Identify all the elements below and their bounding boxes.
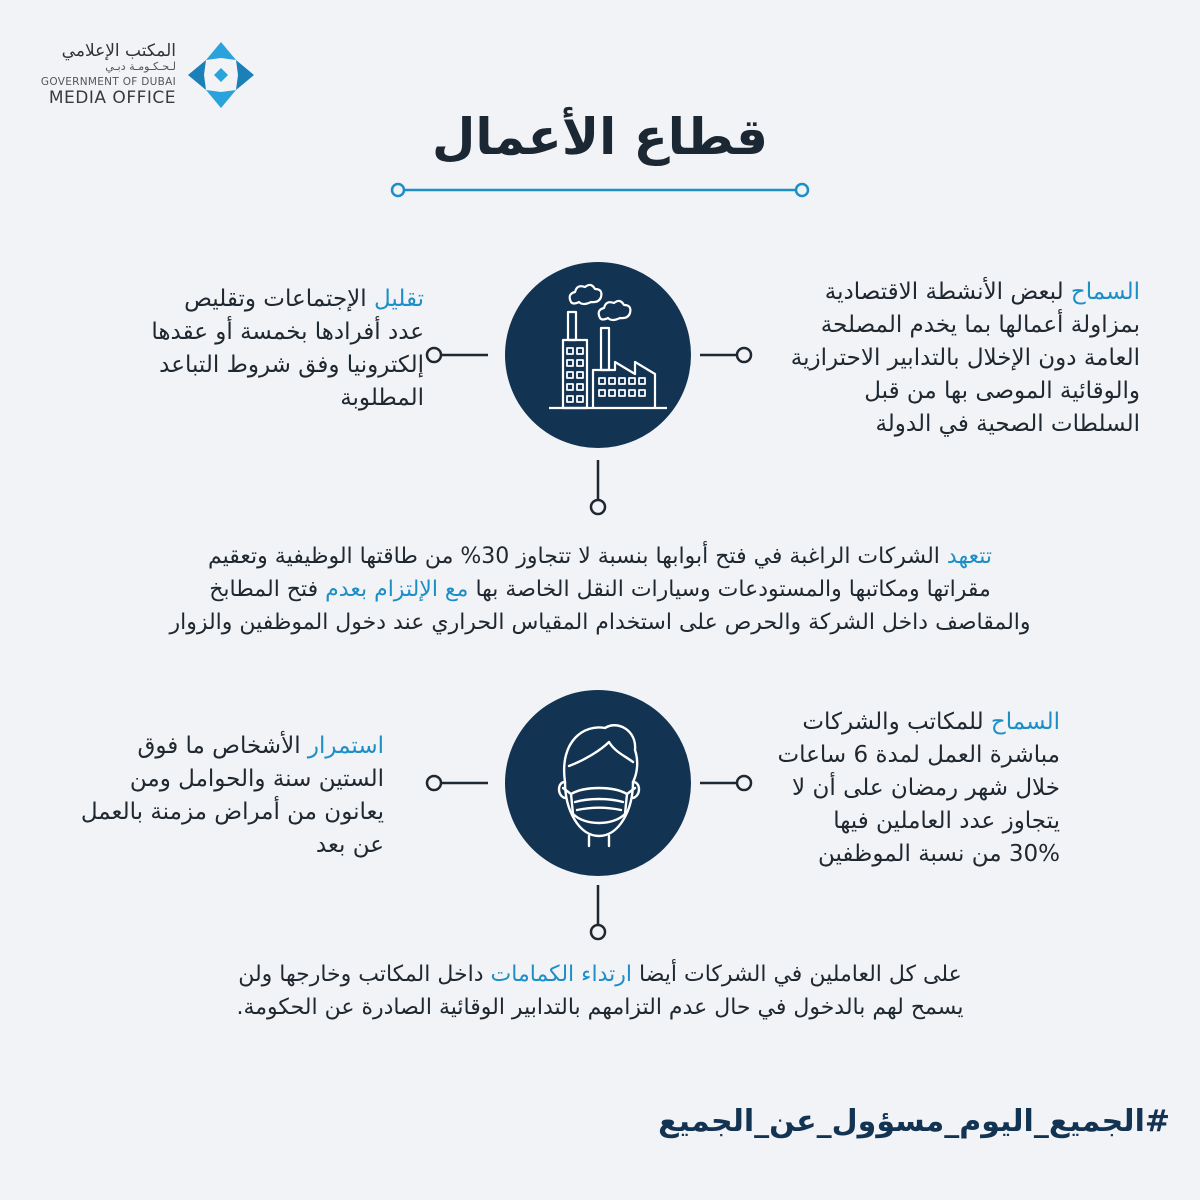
highlight-commit: تتعهد <box>946 544 992 569</box>
highlight-reduce: تقليل <box>373 286 424 312</box>
text-line: الشركات الراغبة في فتح أبوابها بنسبة لا تتجاوز 30% من طاقتها الوظيفية وتعقيم <box>208 544 940 569</box>
text-line: للمكاتب والشركات <box>802 709 984 735</box>
logo-arabic-gov: لـحـكـومـة دبـي <box>105 60 176 73</box>
block-lower-left <box>60 730 384 862</box>
face-mask-icon <box>505 690 691 876</box>
text-line: يسمح لهم بالدخول في حال عدم التزامهم بالتدابير الوقائية الصادرة عن الحكومة. <box>236 995 964 1020</box>
text-line: الستين سنة والحوامل ومن <box>129 766 384 792</box>
text-line: والوقائية الموصى بها من قبل <box>864 378 1140 404</box>
highlight-allow: السماح <box>1070 279 1140 305</box>
text-line: على كل العاملين في الشركات أيضا <box>639 962 962 987</box>
logo-english-office: MEDIA OFFICE <box>48 88 176 108</box>
factory-icon-circle <box>505 262 691 448</box>
text-line: داخل المكاتب وخارجها ولن <box>238 962 484 987</box>
text-line: عن بعد <box>315 832 384 858</box>
text-line: مباشرة العمل لمدة 6 ساعات <box>777 742 1060 768</box>
block-lower-right <box>760 706 1060 871</box>
text-line: 30% من نسبة الموظفين <box>817 841 1060 867</box>
text-line: بمزاولة أعمالها بما يخدم المصلحة <box>820 312 1140 338</box>
block-top-left <box>60 283 424 415</box>
text-line: والمقاصف داخل الشركة والحرص على استخدام المقياس الحراري عند دخول الموظفين والزوار <box>169 610 1031 635</box>
highlight-continue: استمرار <box>307 733 384 759</box>
block-middle <box>70 540 1130 639</box>
text-line: العامة دون الإخلال بالتدابير الاحترازية <box>790 345 1140 371</box>
highlight-masks: ارتداء الكمامات <box>490 962 632 987</box>
text-line: السلطات الصحية في الدولة <box>875 411 1140 437</box>
text-line: فتح المطابخ <box>209 577 319 602</box>
text-line: الأشخاص ما فوق <box>137 733 301 759</box>
block-top-right <box>760 276 1140 441</box>
highlight-no-kitchens: مع الإلتزام بعدم <box>325 577 469 602</box>
text-line: خلال شهر رمضان على أن لا <box>792 775 1060 801</box>
highlight-allow-offices: السماح <box>990 709 1060 735</box>
text-line: إلكترونيا وفق شروط التباعد <box>159 352 424 378</box>
logo-english-gov: GOVERNMENT OF DUBAI <box>40 76 176 88</box>
face-mask-icon-circle <box>505 690 691 876</box>
text-line: الإجتماعات وتقليص <box>184 286 367 312</box>
factory-icon <box>505 262 691 448</box>
text-line: مقراتها ومكاتبها والمستودعات وسيارات النقل الخاصة بها <box>475 577 991 602</box>
logo-arabic-name: المكتب الإعلامي <box>61 41 176 61</box>
hashtag: #الجميع_اليوم_مسؤول_عن_الجميع <box>658 1104 1170 1139</box>
text-line: لبعض الأنشطة الاقتصادية <box>824 279 1064 305</box>
text-line: المطلوبة <box>340 385 424 411</box>
page-title: قطاع الأعمال <box>432 108 768 166</box>
text-line: يعانون من أمراض مزمنة بالعمل <box>80 799 384 825</box>
block-bottom <box>90 958 1110 1024</box>
text-line: عدد أفرادها بخمسة أو عقدها <box>151 319 424 345</box>
text-line: يتجاوز عدد العاملين فيها <box>833 808 1060 834</box>
